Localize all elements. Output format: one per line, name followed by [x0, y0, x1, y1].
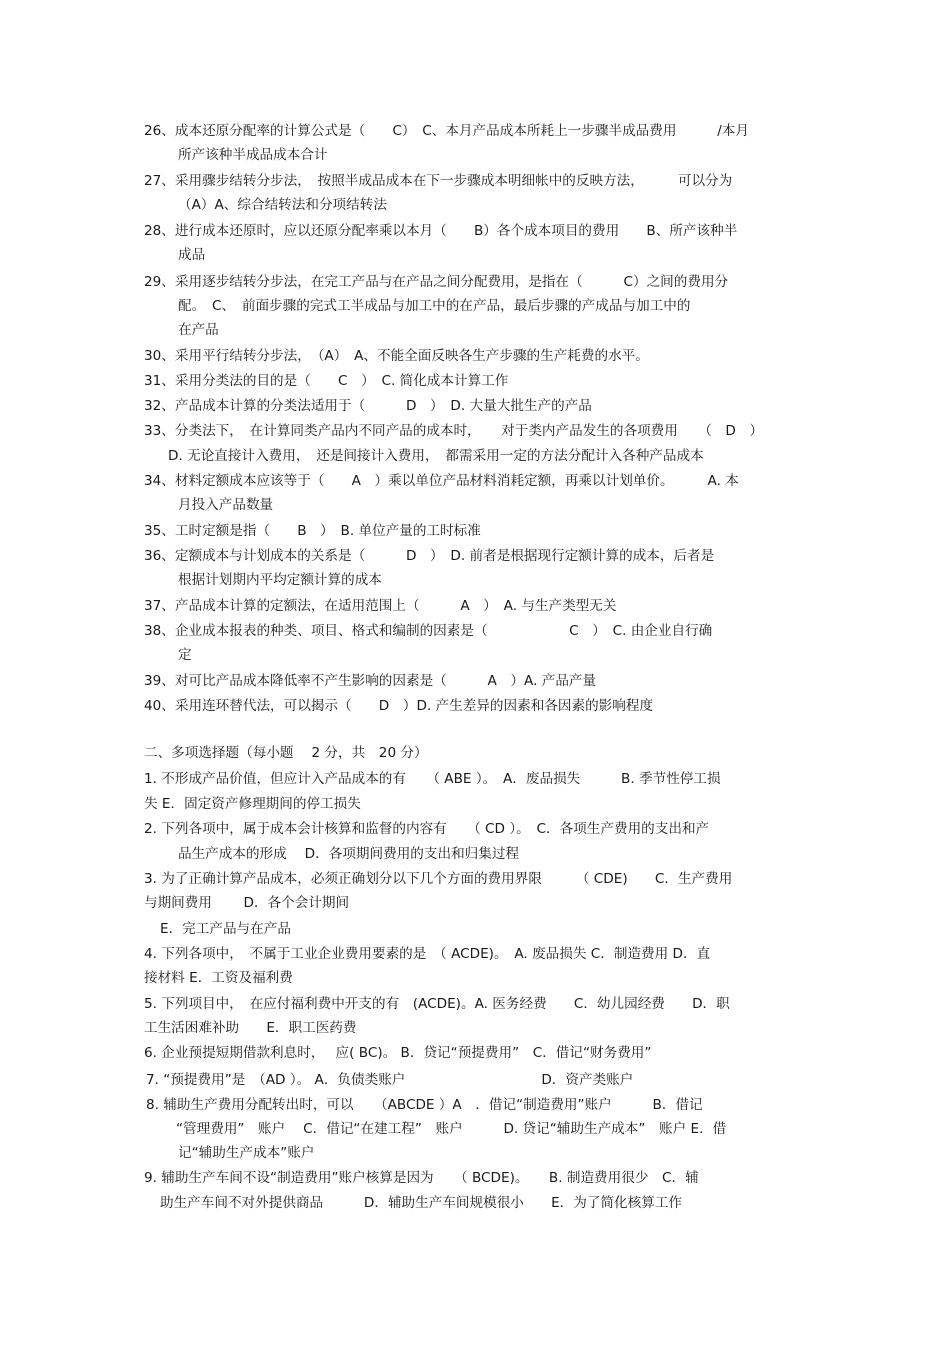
question-40: 40、采用连环替代法，可以揭示（ D ）D. 产生差异的因素和各因素的影响程度	[144, 698, 654, 714]
multi-question-5-line-2: 工生活困难补助 E．职工医药费	[144, 1020, 357, 1036]
question-27-line-1: 27、采用骤步结转分步法， 按照半成品成本在下一步骤成本明细帐中的反映方法， 可以分为	[144, 173, 733, 189]
question-34-line-1: 34、材料定额成本应该等于（ A ）乘以单位产品材料消耗定额，再乘以计划单价。 A. 本	[144, 473, 739, 489]
question-39: 39、对可比产品成本降低率不产生影响的因素是（ A ）A. 产品产量	[144, 673, 597, 689]
multi-question-9-line-2: 助生产车间不对外提供商品 D．辅助生产车间规模很小 E．为了简化核算工作	[160, 1195, 683, 1211]
question-37: 37、产品成本计算的定额法，在适用范围上（ A ） A. 与生产类型无关	[144, 598, 617, 614]
section-heading-multiple-choice: 二、多项选择题（每小题 2 分，共 20 分）	[144, 745, 428, 761]
multi-question-5-line-1: 5. 下列项目中， 在应付福利费中开支的有 (ACDE)。A. 医务经费 C．幼儿园经费 D．职	[144, 996, 730, 1012]
question-33-line-1: 33、分类法下， 在计算同类产品内不同产品的成本时， 对于类内产品发生的各项费用 （ D ）	[144, 423, 764, 439]
multi-question-8-line-3: 记“辅助生产成本”账户	[178, 1145, 315, 1161]
question-38-line-2: 定	[178, 647, 192, 663]
question-29-line-2: 配。 C、 前面步骤的完式工半成品与加工中的在产品，最后步骤的产成品与加工中的	[178, 298, 691, 314]
question-29-line-1: 29、采用逐步结转分步法，在完工产品与在产品之间分配费用，是指在（ C）之间的费用分	[144, 274, 729, 290]
question-28-line-2: 成品	[178, 247, 206, 263]
multi-question-8-line-2: “管理费用” 账户 C．借记“在建工程” 账户 D. 贷记“辅助生产成本” 账户 E．借	[176, 1121, 727, 1137]
multi-question-1-line-1: 1. 不形成产品价值，但应计入产品成本的有 （ ABE ）。 A．废品损失 B. 季节性停工损	[144, 771, 721, 787]
question-30: 30、采用平行结转分步法， （A） A、不能全面反映各生产步骤的生产耗费的水平。	[144, 348, 649, 364]
multi-question-3-line-2: 与期间费用 D．各个会计期间	[144, 895, 350, 911]
question-32: 32、产品成本计算的分类法适用于（ D ） D. 大量大批生产的产品	[144, 398, 592, 414]
multi-question-3-line-1: 3. 为了正确计算产品成本，必须正确划分以下几个方面的费用界限 （ CDE) C．生产费用	[144, 871, 733, 887]
multi-question-2-line-2: 品生产成本的形成 D．各项期间费用的支出和归集过程	[178, 846, 520, 862]
question-38-line-1: 38、企业成本报表的种类、项目、格式和编制的因素是（ C ） C. 由企业自行确	[144, 623, 713, 639]
question-27-line-2: （A）A、综合结转法和分项结转法	[178, 197, 387, 213]
multi-question-4-line-1: 4. 下列各项中， 不属于工业企业费用要素的是 （ ACDE)。 A. 废品损失 C．制造费用 D．直	[144, 946, 711, 962]
question-34-line-2: 月投入产品数量	[178, 497, 274, 513]
multi-question-7: 7. “预提费用”是 （AD ）。 A．负债类账户 D．资产类账户	[146, 1072, 634, 1088]
multi-question-1-line-2: 失 E．固定资产修理期间的停工损失	[144, 796, 361, 812]
multi-question-3-line-3: E．完工产品与在产品	[160, 921, 291, 937]
question-36-line-2: 根据计划期内平均定额计算的成本	[178, 572, 382, 588]
question-29-line-3: 在产品	[178, 322, 219, 338]
question-33-line-2: D. 无论直接计入费用， 还是间接计入费用， 都需采用一定的方法分配计入各种产品成本	[168, 448, 704, 464]
multi-question-8-line-1: 8. 辅助生产费用分配转出时，可以 （ABCDE ）A ．借记“制造费用”账户 B．借记	[146, 1097, 703, 1113]
question-26-line-2: 所产该种半成品成本合计	[178, 147, 328, 163]
question-36-line-1: 36、定额成本与计划成本的关系是（ D ） D. 前者是根据现行定额计算的成本，后者是	[144, 548, 715, 564]
multi-question-2-line-1: 2. 下列各项中，属于成本会计核算和监督的内容有 （ CD ）。 C．各项生产费用的支出和产	[144, 821, 710, 837]
multi-question-4-line-2: 接材料 E．工资及福利费	[144, 970, 293, 986]
multi-question-9-line-1: 9. 辅助生产车间不设“制造费用”账户核算是因为 （ BCDE)。 B. 制造费用很少 C．辅	[144, 1170, 699, 1186]
multi-question-6: 6. 企业预提短期借款利息时， 应( BC)。 B．贷记“预提费用” C．借记“财务费用”	[144, 1045, 652, 1061]
question-35: 35、工时定额是指（ B ） B. 单位产量的工时标准	[144, 523, 481, 539]
question-26-line-1: 26、成本还原分配率的计算公式是（ C） C、本月产品成本所耗上一步骤半成品费用 /本月	[144, 123, 749, 139]
question-28-line-1: 28、进行成本还原时，应以还原分配率乘以本月（ B）各个成本项目的费用 B、所产该种半	[144, 223, 738, 239]
question-31: 31、采用分类法的目的是（ C ） C. 简化成本计算工作	[144, 373, 509, 389]
